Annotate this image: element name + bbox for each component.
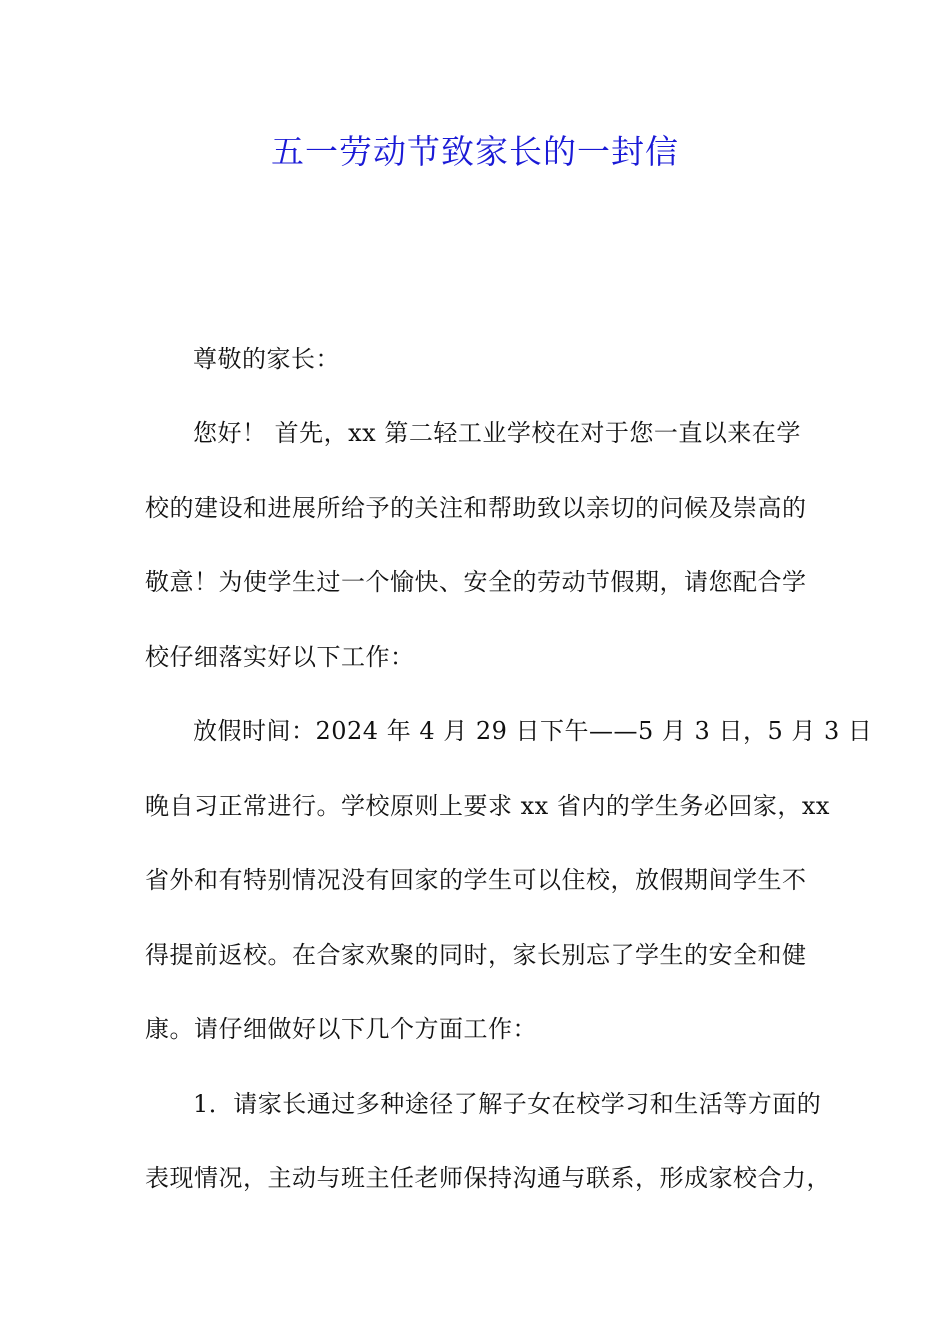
- document-title: 五一劳动节致家长的一封信: [271, 132, 679, 171]
- body-line: 您好！ 首先，xx 第二轻工业学校在对于您一直以来在学: [193, 419, 801, 447]
- body-line: 校仔细落实好以下工作：: [145, 643, 415, 671]
- body-line: 得提前返校。在合家欢聚的同时，家长别忘了学生的安全和健: [145, 941, 807, 969]
- body-line: 校的建设和进展所给予的关注和帮助致以亲切的问候及崇高的: [145, 494, 807, 522]
- body-line: 晚自习正常进行。学校原则上要求 xx 省内的学生务必回家，xx: [145, 792, 830, 820]
- body-line: 1．请家长通过多种途径了解子女在校学习和生活等方面的: [193, 1090, 822, 1118]
- body-line: 放假时间：2024 年 4 月 29 日下午——5 月 3 日，5 月 3 日: [193, 717, 873, 745]
- body-line: 敬意！为使学生过一个愉快、安全的劳动节假期，请您配合学: [145, 568, 807, 596]
- body-line: 表现情况，主动与班主任老师保持沟通与联系，形成家校合力，: [145, 1164, 831, 1192]
- body-line: 康。请仔细做好以下几个方面工作：: [145, 1015, 537, 1043]
- salutation-line: 尊敬的家长：: [193, 345, 340, 373]
- body-line: 省外和有特别情况没有回家的学生可以住校，放假期间学生不: [145, 866, 807, 894]
